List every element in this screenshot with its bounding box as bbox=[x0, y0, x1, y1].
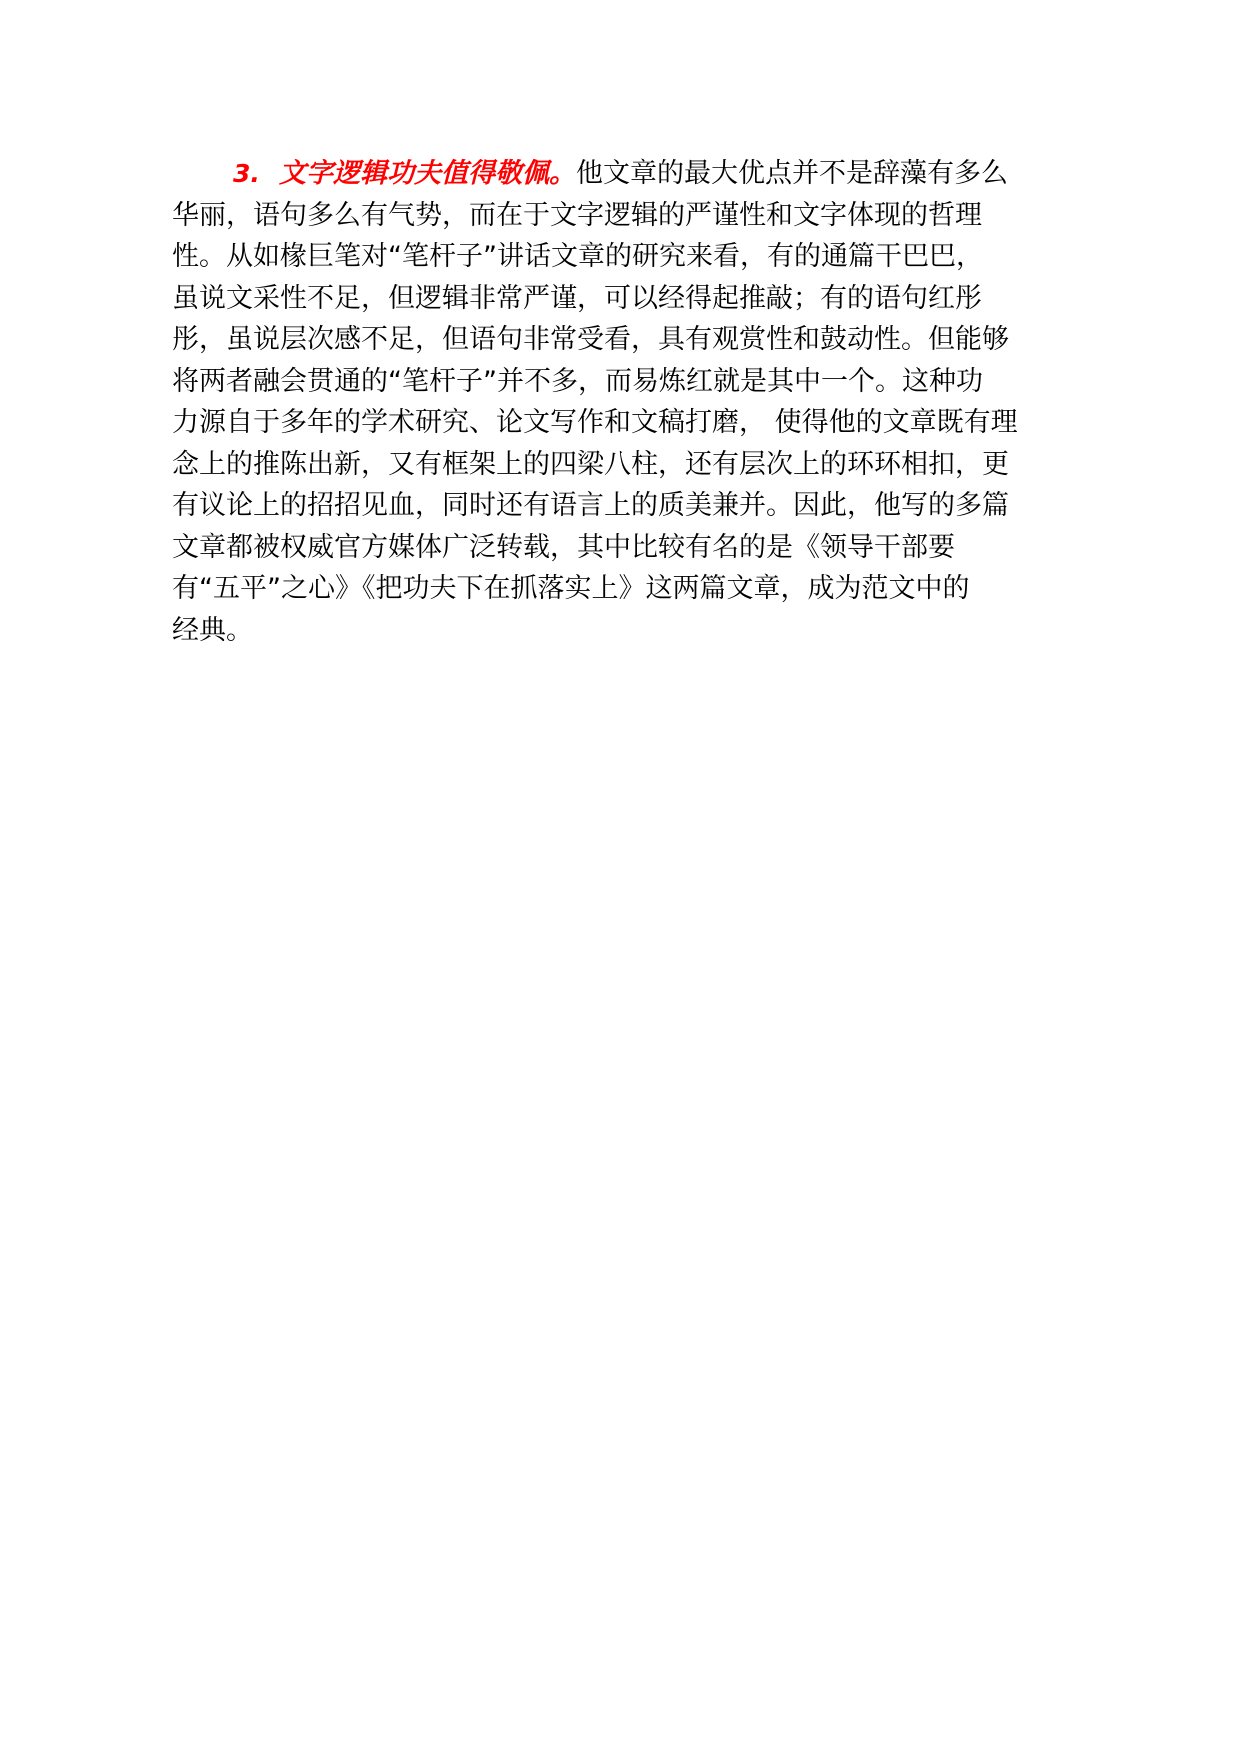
paragraph-line-8: 念上的推陈出新，又有框架上的四梁八柱，还有层次上的环环相扣，更 bbox=[172, 448, 1009, 480]
paragraph-line-9: 有议论上的招招见血，同时还有语言上的质美兼并。因此，他写的多篇 bbox=[172, 490, 1009, 521]
body-text: 他文章的最大优点并不是辞藻有多么 bbox=[576, 158, 1008, 189]
paragraph-line-4: 虽说文采性不足，但逻辑非常严谨，可以经得起推敲；有的语句红彤 bbox=[172, 282, 982, 314]
paragraph-line-2: 华丽，语句多么有气势，而在于文字逻辑的严谨性和文字体现的哲理 bbox=[172, 199, 982, 231]
paragraph-line-5: 彤，虽说层次感不足，但语句非常受看，具有观赏性和鼓动性。但能够 bbox=[172, 324, 1009, 355]
paragraph-line-6: 将两者融会贯通的“笔杆子”并不多，而易炼红就是其中一个。这种功 bbox=[172, 365, 983, 397]
paragraph-line-7: 力源自于多年的学术研究、论文写作和文稿打磨， 使得他的文章既有理 bbox=[172, 407, 1018, 438]
paragraph-line-12: 经典。 bbox=[172, 614, 253, 646]
section-heading: 文字逻辑功夫值得敬佩。 bbox=[279, 158, 576, 189]
paragraph-line-11: 有“五平”之心》《把功夫下在抓落实上》这两篇文章，成为范文中的 bbox=[172, 573, 970, 604]
paragraph-line-10: 文章都被权威官方媒体广泛转载，其中比较有名的是《领导干部要 bbox=[172, 531, 955, 563]
section-number: 3. bbox=[233, 159, 260, 188]
paragraph-line-3: 性。从如椽巨笔对“笔杆子”讲话文章的研究来看，有的通篇干巴巴， bbox=[172, 241, 983, 272]
document-body bbox=[172, 153, 1092, 651]
paragraph-line-1 bbox=[172, 153, 1092, 195]
paragraph-section-3 bbox=[172, 153, 1092, 651]
